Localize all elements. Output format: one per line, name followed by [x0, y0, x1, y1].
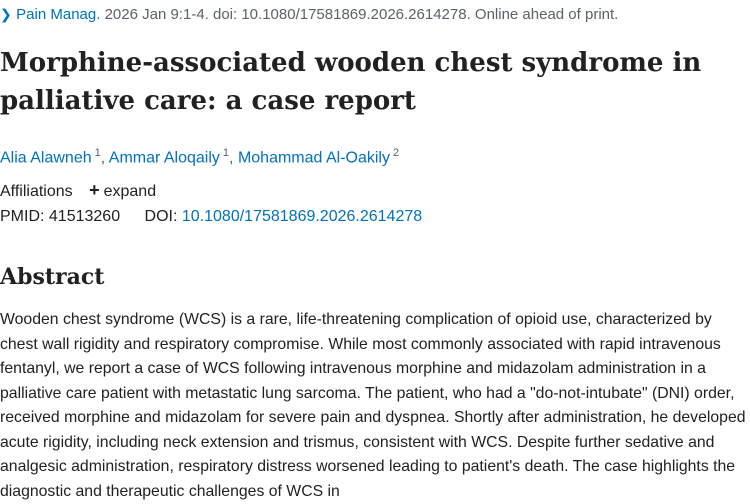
article-title: Morphine-associated wooden chest syndrome in palliative care: a case report [0, 48, 702, 116]
author-list [0, 142, 750, 167]
affiliation-number[interactable]: 2 [392, 147, 400, 159]
plus-icon: + [89, 180, 100, 200]
pmid-value: 41513260 [48, 208, 121, 225]
citation-line [0, 4, 750, 24]
citation-details: 2026 Jan 9:1-4. doi: 10.1080/17581869.2026.2614278. Online ahead of print. [104, 6, 619, 23]
doi-label: DOI: [144, 208, 178, 225]
author-link[interactable]: Ammar Aloqaily [108, 149, 220, 167]
pmid-label: PMID: [0, 208, 45, 225]
expand-affiliations-button[interactable] [89, 180, 157, 200]
abstract-heading: Abstract [0, 264, 105, 290]
separator: , [100, 149, 109, 167]
expand-label: expand [103, 183, 157, 200]
affiliation-number[interactable]: 1 [222, 147, 230, 159]
separator: , [229, 149, 238, 167]
author-link[interactable]: Mohammad Al-Oakily [237, 149, 390, 167]
identifiers-row [0, 206, 422, 228]
affiliations-row [0, 179, 156, 201]
doi-link[interactable]: 10.1080/17581869.2026.2614278 [181, 208, 423, 225]
affiliations-label: Affiliations [0, 183, 73, 200]
author-link[interactable]: Alia Alawneh [0, 149, 92, 167]
chevron-right-icon[interactable]: ❯ [0, 6, 12, 22]
abstract-text: Wooden chest syndrome (WCS) is a rare, life-threatening complication of opioid use, characterized by chest wall rigidity and respiratory compromise. While most commonly associated with rapid intravenous fentanyl, we report a case of WCS following intravenous morphine and midazolam administration in a palliative care patient with metastatic lung sarcoma. The patient, who had a "do-not-intubate" (DNI) order, received morphine and midazolam for severe pain and dyspnea. Shortly after administration, he developed acute rigidity, including neck extension and trismus, consistent with WCS. Despite further sedative and analgesic administration, respiratory distress worsened leading to patient's death. The case highlights the diagnostic and therapeutic challenges of WCS in [0, 311, 746, 500]
affiliation-number[interactable]: 1 [94, 147, 101, 159]
journal-link[interactable]: Pain Manag. [16, 6, 101, 23]
